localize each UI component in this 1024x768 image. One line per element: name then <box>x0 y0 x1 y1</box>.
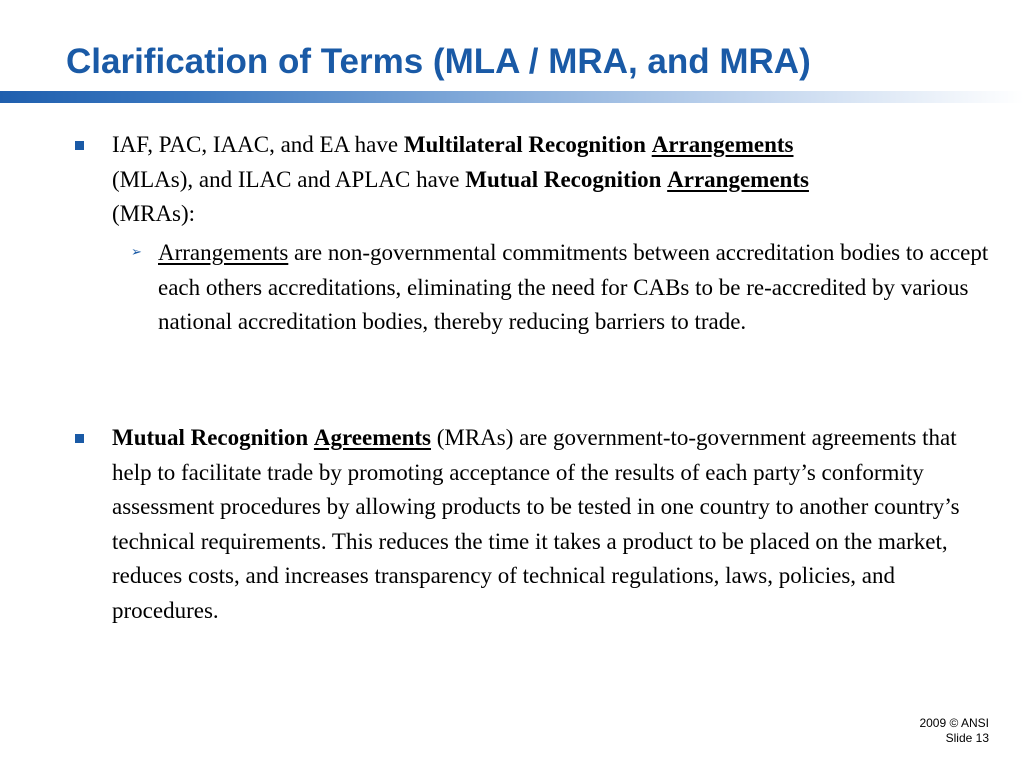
slide-footer <box>919 716 989 746</box>
underlined-term: Arrangements <box>651 132 794 157</box>
bullet-text: IAF, PAC, IAAC, and EA have <box>112 132 404 157</box>
bullet-mla-arrangements <box>112 128 992 232</box>
sub-bullet-arrangements <box>131 236 993 340</box>
bullet-text: (MRAs) are government-to-government agreements that help to facilitate trade by promoting acceptance of the results of each party’s conformity assessment procedures by allowing products to be tested in one country to another country’s technical requirements. This reduces the time it takes a product to be placed on the market, reduces costs, and increases transparency of technical regulations, laws, policies, and procedures. <box>112 425 960 623</box>
underlined-term: Arrangements <box>158 240 289 265</box>
bold-term: Mutual Recognition <box>112 425 309 450</box>
bullet-text: (MLAs), and ILAC and APLAC have <box>112 166 466 192</box>
sub-bullet-text: are non-governmental commitments between accreditation bodies to accept each others accreditations, eliminating the need for CABs to be re-accredited by various national accreditation bodies, thereby reducing barriers to trade. <box>158 240 989 334</box>
underlined-term: Arrangements <box>667 166 809 192</box>
bullet-text: (MRAs): <box>112 201 196 226</box>
bold-term: Mutual Recognition <box>465 166 662 192</box>
bold-term: Multilateral Recognition <box>403 132 646 157</box>
bullet-mutual-recognition-agreements <box>112 421 992 628</box>
copyright-text: 2009 © ANSI <box>919 716 989 730</box>
square-bullet-icon <box>75 434 84 443</box>
underlined-term: Agreements <box>313 425 431 450</box>
arrow-bullet-icon: ➢ <box>131 245 142 260</box>
square-bullet-icon <box>75 141 84 150</box>
slide-title: Clarification of Terms (MLA / MRA, and MRA) <box>66 42 811 81</box>
slide-number: Slide 13 <box>945 731 989 745</box>
title-gradient-bar <box>0 91 1024 103</box>
